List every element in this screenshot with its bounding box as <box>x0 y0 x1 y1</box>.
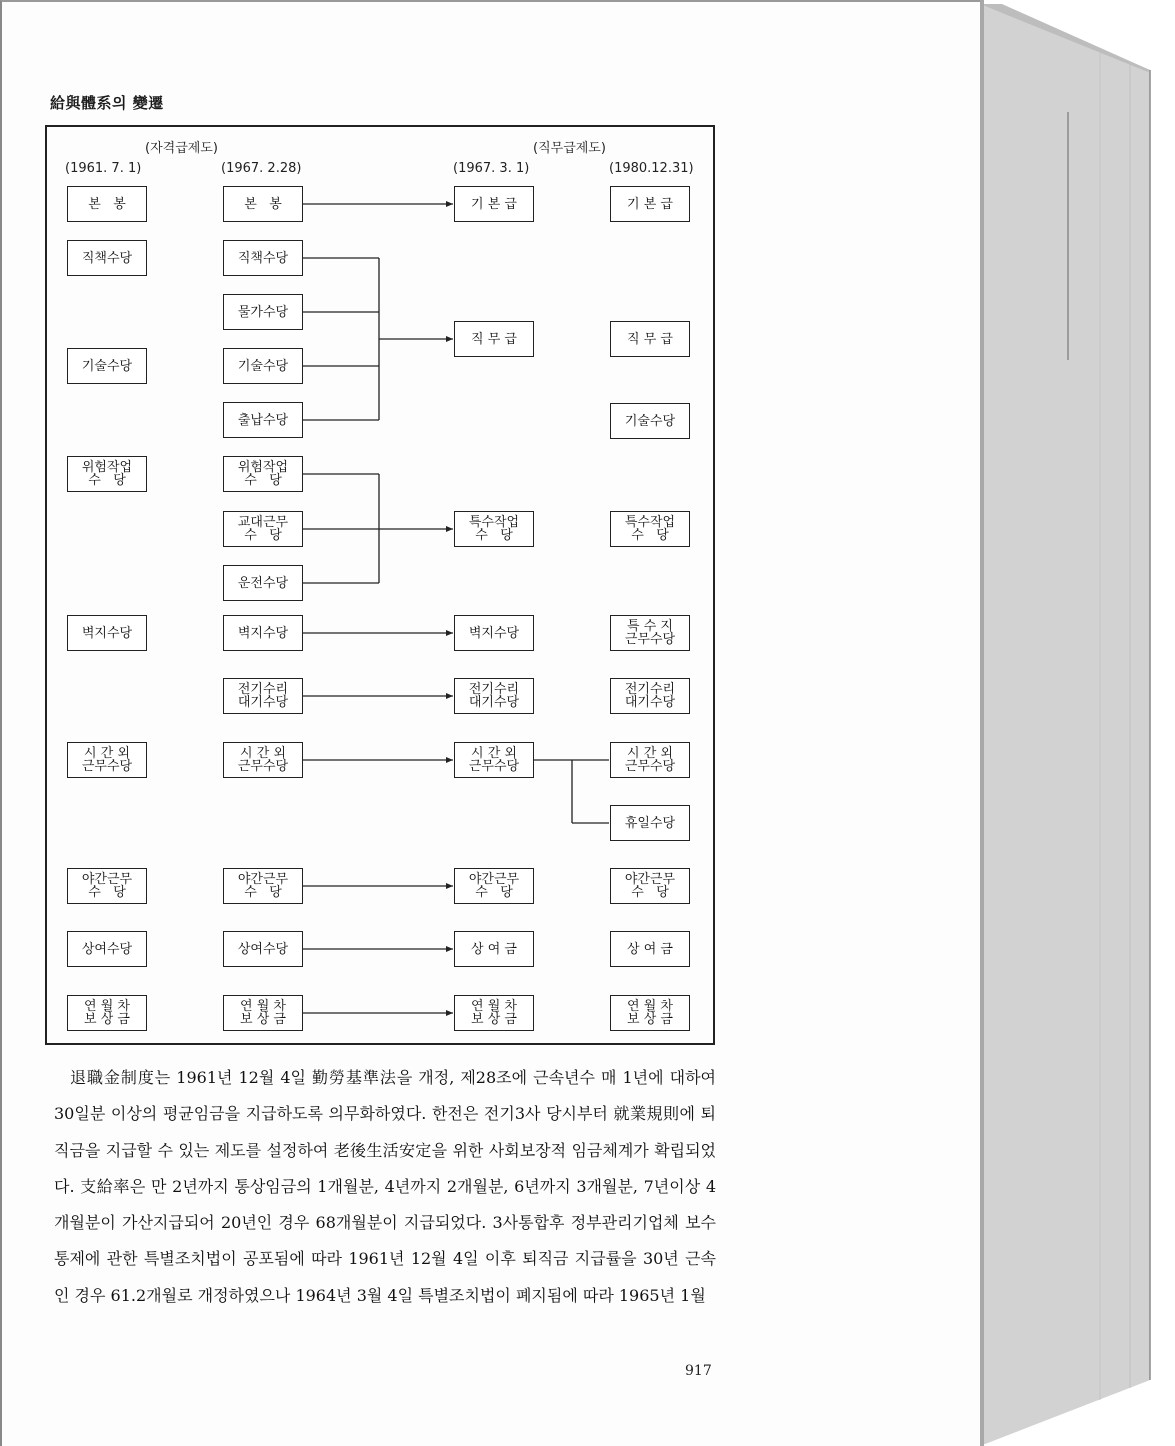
col1-tech-allowance: 기술수당 <box>67 348 147 384</box>
col1-overtime-allowance: 시 간 외 근무수당 <box>67 742 147 778</box>
col3-overtime-allowance: 시 간 외 근무수당 <box>454 742 534 778</box>
col2-base-pay: 본 봉 <box>223 186 303 222</box>
col4-overtime-allowance: 시 간 외 근무수당 <box>610 742 690 778</box>
col2-price-allowance: 물가수당 <box>223 294 303 330</box>
paragraph-severance-pay: 退職金制度는 1961년 12월 4일 勤勞基準法을 개정, 제28조에 근속년수 매 1년에 대하여 30일분 이상의 평균임금을 지급하도록 의무화하였다. 한전은 전기3사 당시부터 就業規則에 퇴직금을 지급할 수 있는 제도를 설정하여 老後生活安定을 위한 사회보장적 임금체계가 확립되었다. 支給率은 만 2년까지 통상임금의 1개월분, 4년까지 2개월분, 6년까지 3개월분, 7년이상 4개월분이 가산지급되어 20년인 경우 68개월분이 지급되었다. 3사통합후 정부관리기업체 보수통제에 관한 특별조치법이 공포됨에 따라 1961년 12월 4일 이후 퇴직금 지급률을 30년 근속인 경우 61.2개월로 개정하였으나 1964년 3월 4일 특별조치법이 폐지됨에 따라 1965년 1월 <box>54 1068 716 1305</box>
col1-bonus-allowance: 상여수당 <box>67 931 147 967</box>
page-edge-stack <box>980 0 1175 1446</box>
col2-electric-standby-allowance: 전기수리 대기수당 <box>223 678 303 714</box>
col3-bonus: 상 여 금 <box>454 931 534 967</box>
body-text <box>54 1060 716 1314</box>
col2-remote-area-allowance: 벽지수당 <box>223 615 303 651</box>
group-label-qualification: (자격급제도) <box>145 141 218 156</box>
col1-annual-leave-comp: 연 월 차 보 상 금 <box>67 995 147 1031</box>
col3-job-pay: 직 무 급 <box>454 321 534 357</box>
col4-special-work-allowance: 특수작업 수 당 <box>610 511 690 547</box>
col2-hazard-allowance: 위험작업 수 당 <box>223 456 303 492</box>
col4-holiday-allowance: 휴일수당 <box>610 805 690 841</box>
col4-base-salary: 기 본 급 <box>610 186 690 222</box>
col1-remote-area-allowance: 벽지수당 <box>67 615 147 651</box>
col2-tech-allowance: 기술수당 <box>223 348 303 384</box>
col3-annual-leave-comp: 연 월 차 보 상 금 <box>454 995 534 1031</box>
col4-tech-allowance: 기술수당 <box>610 403 690 439</box>
col4-annual-leave-comp: 연 월 차 보 상 금 <box>610 995 690 1031</box>
col1-position-allowance: 직책수당 <box>67 240 147 276</box>
col3-base-salary: 기 본 급 <box>454 186 534 222</box>
col2-driving-allowance: 운전수당 <box>223 565 303 601</box>
col4-night-work-allowance: 야간근무 수 당 <box>610 868 690 904</box>
col3-night-work-allowance: 야간근무 수 당 <box>454 868 534 904</box>
col3-remote-area-allowance: 벽지수당 <box>454 615 534 651</box>
col2-bonus-allowance: 상여수당 <box>223 931 303 967</box>
col3-special-work-allowance: 특수작업 수 당 <box>454 511 534 547</box>
col2-night-work-allowance: 야간근무 수 당 <box>223 868 303 904</box>
group-label-job: (직무급제도) <box>533 141 606 156</box>
col2-position-allowance: 직책수당 <box>223 240 303 276</box>
date-label-1961-07-01: (1961. 7. 1) <box>65 161 142 176</box>
date-label-1967-03-01: (1967. 3. 1) <box>453 161 530 176</box>
col2-cashier-allowance: 출납수당 <box>223 402 303 438</box>
col3-electric-standby-allowance: 전기수리 대기수당 <box>454 678 534 714</box>
col1-base-pay: 본 봉 <box>67 186 147 222</box>
col1-hazard-allowance: 위험작업 수 당 <box>67 456 147 492</box>
date-label-1980-12-31: (1980.12.31) <box>609 161 694 176</box>
col4-electric-standby-allowance: 전기수리 대기수당 <box>610 678 690 714</box>
col1-night-work-allowance: 야간근무 수 당 <box>67 868 147 904</box>
col4-special-area-allowance: 특 수 지 근무수당 <box>610 615 690 651</box>
pay-system-diagram <box>45 125 715 1045</box>
col2-annual-leave-comp: 연 월 차 보 상 금 <box>223 995 303 1031</box>
col2-shift-allowance: 교대근무 수 당 <box>223 511 303 547</box>
col4-job-pay: 직 무 급 <box>610 321 690 357</box>
date-label-1967-02-28: (1967. 2.28) <box>221 161 302 176</box>
running-header: 給與體系의 變遷 <box>50 94 164 112</box>
col2-overtime-allowance: 시 간 외 근무수당 <box>223 742 303 778</box>
col4-bonus: 상 여 금 <box>610 931 690 967</box>
page-number: 917 <box>685 1363 712 1379</box>
